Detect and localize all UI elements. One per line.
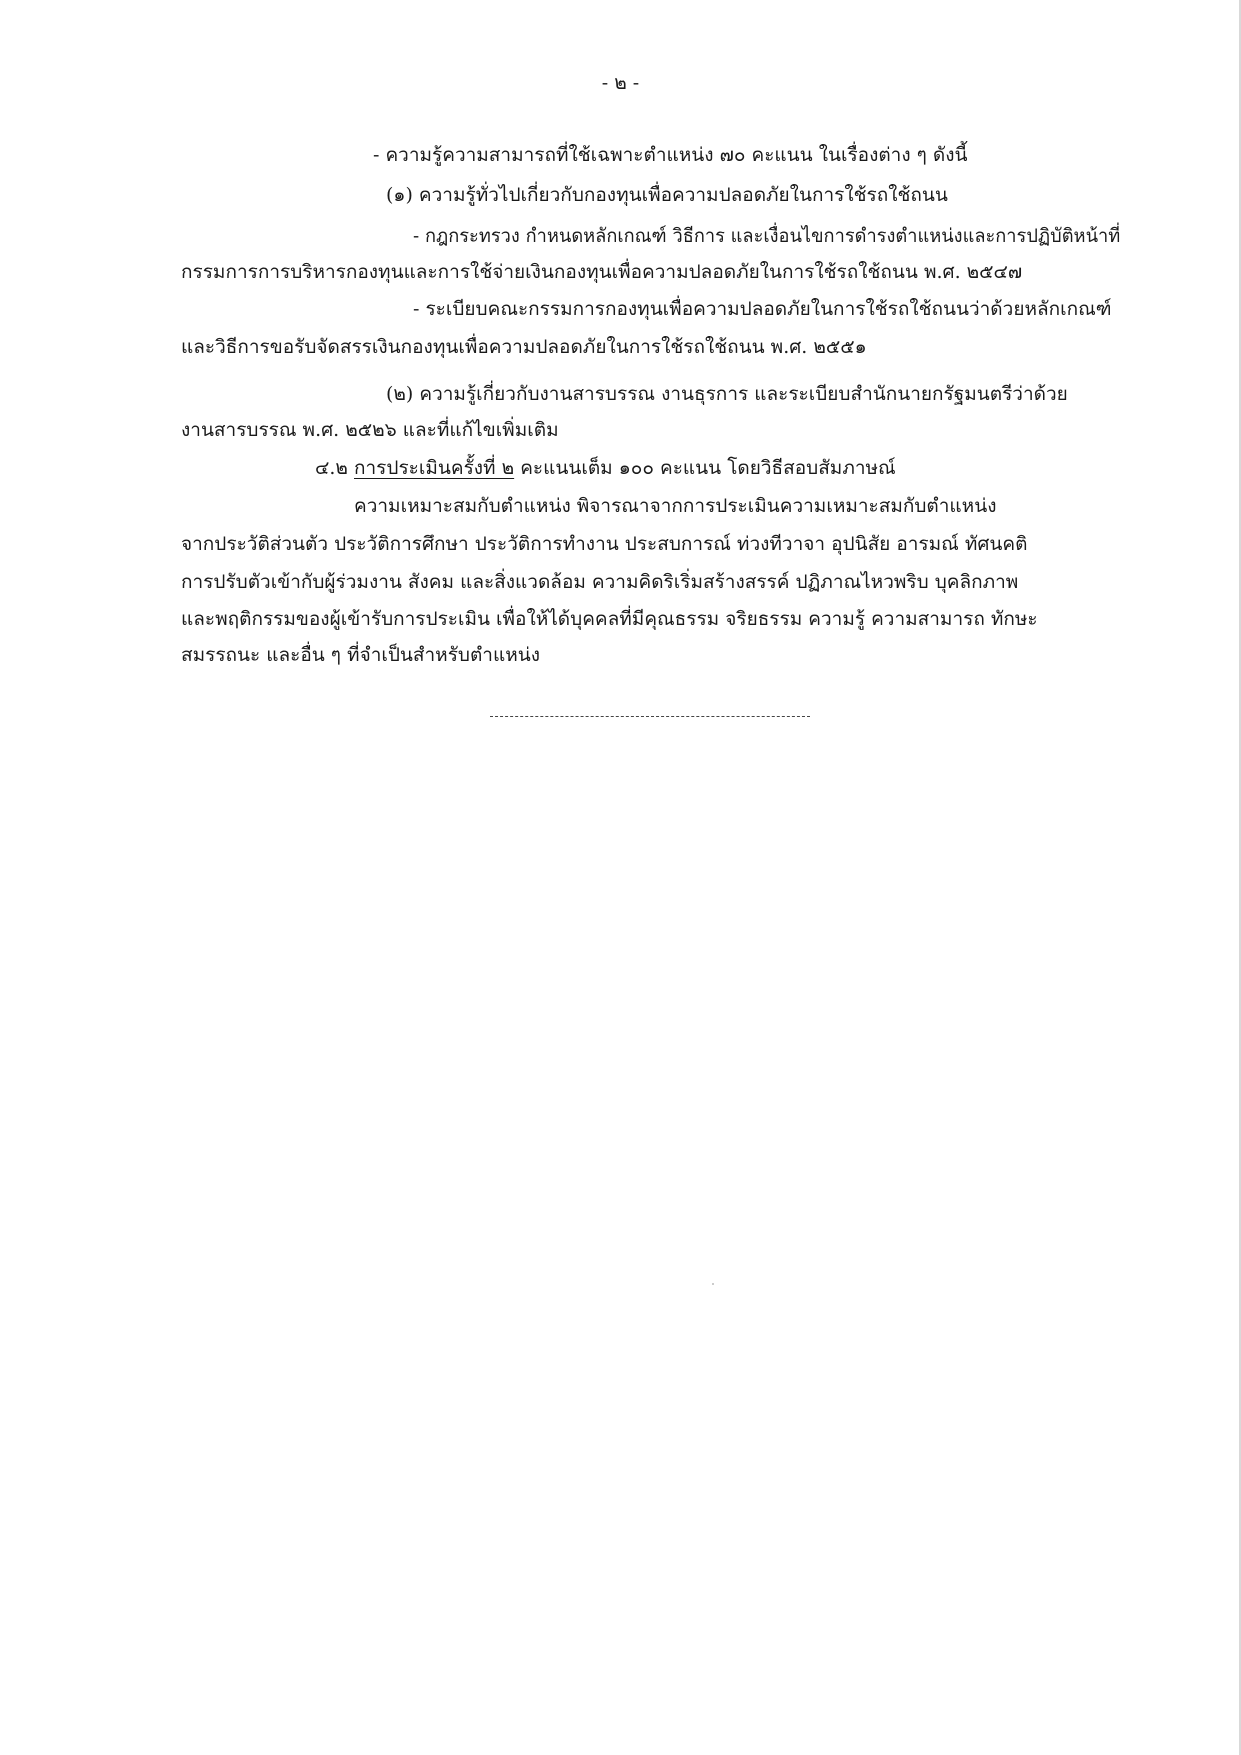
paragraph-line-1: ความเหมาะสมกับตำแหน่ง พิจารณาจากการประเมินความเหมาะสมกับตำแหน่ง xyxy=(354,495,997,517)
text-line-4: กรรมการการบริหารกองทุนและการใช้จ่ายเงินกองทุนเพื่อความปลอดภัยในการใช้รถใช้ถนน พ.ศ. ๒๕๔๗ xyxy=(181,261,1023,283)
paragraph-line-3: การปรับตัวเข้ากับผู้ร่วมงาน สังคม และสิ่งแวดล้อม ความคิดริเริ่มสร้างสรรค์ ปฏิภาณไหวพริบ บุคลิกภาพ xyxy=(181,571,1019,593)
paragraph-line-5: สมรรถนะ และอื่น ๆ ที่จำเป็นสำหรับตำแหน่ง xyxy=(181,644,541,666)
paragraph-line-2: จากประวัติส่วนตัว ประวัติการศึกษา ประวัติการทำงาน ประสบการณ์ ท่วงทีวาจา อุปนิสัย อารมณ์ ทัศนคติ xyxy=(181,533,1028,555)
section-title: การประเมินครั้งที่ ๒ xyxy=(354,457,515,479)
section-heading xyxy=(315,459,896,478)
paragraph-line-4: และพฤติกรรมของผู้เข้ารับการประเมิน เพื่อให้ได้บุคคลที่มีคุณธรรม จริยธรรม ความรู้ ความสามารถ ทักษะ xyxy=(181,608,1038,630)
section-number: ๔.๒ xyxy=(315,457,348,479)
text-line-7: (๒) ความรู้เกี่ยวกับงานสารบรรณ งานธุรการ และระเบียบสำนักนายกรัฐมนตรีว่าด้วย xyxy=(386,383,1068,405)
end-divider xyxy=(490,716,810,717)
text-line-8: งานสารบรรณ พ.ศ. ๒๕๒๖ และที่แก้ไขเพิ่มเติม xyxy=(181,419,559,441)
text-line-3: - กฎกระทรวง กำหนดหลักเกณฑ์ วิธีการ และเงื่อนไขการดำรงตำแหน่งและการปฏิบัติหน้าที่ xyxy=(413,225,1121,247)
text-line-1: - ความรู้ความสามารถที่ใช้เฉพาะตำแหน่ง ๗๐ คะแนน ในเรื่องต่าง ๆ ดังนี้ xyxy=(373,144,968,166)
scan-speck xyxy=(712,1283,714,1285)
text-line-5: - ระเบียบคณะกรรมการกองทุนเพื่อความปลอดภัยในการใช้รถใช้ถนนว่าด้วยหลักเกณฑ์ xyxy=(413,298,1112,320)
section-rest: คะแนนเต็ม ๑๐๐ คะแนน โดยวิธีสอบสัมภาษณ์ xyxy=(520,457,896,479)
text-line-2: (๑) ความรู้ทั่วไปเกี่ยวกับกองทุนเพื่อความปลอดภัยในการใช้รถใช้ถนน xyxy=(386,184,948,206)
page-number: - ๒ - xyxy=(601,72,640,94)
text-line-6: และวิธีการขอรับจัดสรรเงินกองทุนเพื่อความปลอดภัยในการใช้รถใช้ถนน พ.ศ. ๒๕๕๑ xyxy=(181,336,867,358)
